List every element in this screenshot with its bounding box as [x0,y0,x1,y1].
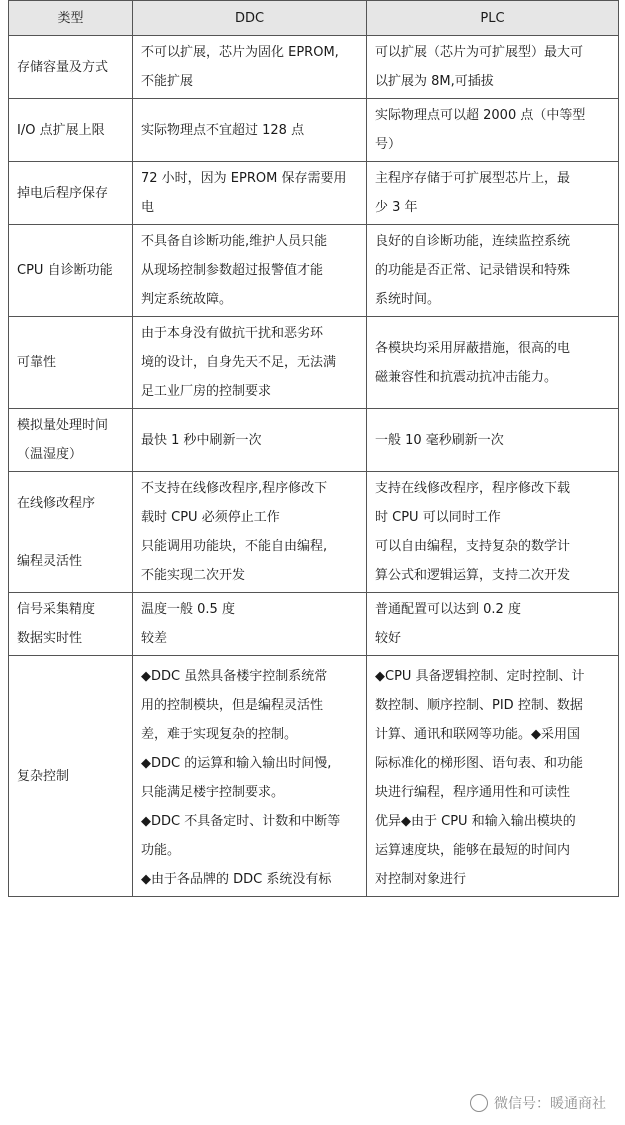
row-label [9,225,133,317]
watermark [470,1088,620,1118]
watermark-text: 微信号：暖通商社 [494,1096,606,1112]
cell-line: ◆DDC 的运算和输入输出时间慢, [141,756,332,771]
cell-line: 存储容量及方式 [17,59,109,75]
cell-line: I/O 点扩展上限 [17,122,105,138]
ddc-cell [133,317,367,409]
wechat-icon [470,1094,488,1112]
ddc-cell [133,656,367,897]
ddc-cell [133,36,367,99]
cell-line: 较差 [141,631,168,646]
cell-line: 块进行编程，程序通用性和可读性 [375,785,571,800]
ddc-cell [133,409,367,472]
table-row [9,593,619,656]
cell-line: 足工业厂房的控制要求 [141,384,272,399]
cell-line: 载时 CPU 必须停止工作 [141,510,280,525]
cell-line: 只能调用功能块，不能自由编程, [141,539,328,554]
cell-line: 的功能是否正常、记录错误和特殊 [375,263,571,278]
cell-line: 72 小时，因为 EPROM 保存需要用 [141,171,347,186]
cell-line: 优异◆由于 CPU 和输入输出模块的 [375,814,576,829]
cell-line: ◆由于各品牌的 DDC 系统没有标 [141,872,332,887]
cell-line: 计算、通讯和联网等功能。◆采用国 [375,727,580,742]
cell-line: （温湿度） [17,447,83,462]
cell-line: 功能。 [141,843,181,858]
row-label [9,593,133,656]
comparison-table [8,0,619,897]
cell-line: 对控制对象进行 [375,872,467,887]
table-row [9,99,619,162]
cell-line: 算公式和逻辑运算，支持二次开发 [375,568,571,583]
plc-cell [367,656,619,897]
header-type: 类型 [9,1,133,36]
cell-line: 少 3 年 [375,200,418,215]
header-plc: PLC [367,1,619,36]
cell-line: 不能扩展 [141,74,194,89]
cell-line: 良好的自诊断功能，连续监控系统 [375,234,571,249]
plc-cell [367,36,619,99]
row-label [9,409,133,472]
cell-line: 主程序存储于可扩展型芯片上，最 [375,171,571,186]
table-row [9,36,619,99]
table-row [9,162,619,225]
cell-line: 温度一般 0.5 度 [141,602,235,617]
cell-line: 数控制、顺序控制、PID 控制、数据 [375,698,583,713]
cell-line: 以扩展为 8M,可插拔 [375,74,494,89]
cell-line: 较好 [375,631,402,646]
header-ddc: DDC [133,1,367,36]
cell-line: 各模块均采用屏蔽措施，很高的电 [375,340,571,356]
ddc-cell [133,225,367,317]
cell-line: 磁兼容性和抗震动抗冲击能力。 [375,369,558,385]
cell-line: 实际物理点可以超 2000 点（中等型 [375,108,586,123]
cell-line: 际标准化的梯形图、语句表、和功能 [375,756,584,771]
table-row [9,317,619,409]
table-row [9,656,619,897]
row-label [9,162,133,225]
cell-line: 号） [375,137,402,152]
row-label [9,317,133,409]
cell-line: 支持在线修改程序，程序修改下载 [375,481,571,496]
cell-line: 不能实现二次开发 [141,568,246,583]
row-label [9,656,133,897]
cell-line: 普通配置可以达到 0.2 度 [375,602,521,617]
ddc-cell [133,472,367,593]
plc-cell [367,317,619,409]
plc-cell [367,225,619,317]
header-row [9,1,619,36]
row-label [9,36,133,99]
plc-cell [367,409,619,472]
cell-line [17,518,124,547]
cell-line: 可靠性 [17,355,57,370]
cell-line: 数据实时性 [17,631,83,646]
row-label [9,99,133,162]
cell-line: 在线修改程序 [17,495,96,511]
plc-cell [367,472,619,593]
cell-line: 编程灵活性 [17,553,83,569]
cell-line: ◆CPU 具备逻辑控制、定时控制、计 [375,669,585,684]
cell-line: 用的控制模块，但是编程灵活性 [141,698,324,713]
cell-line: 由于本身没有做抗干扰和恶劣环 [141,326,324,341]
cell-line: 一般 10 毫秒刷新一次 [375,432,504,448]
cell-line: 可以自由编程，支持复杂的数学计 [375,539,571,554]
cell-line: 判定系统故障。 [141,292,233,307]
cell-line: 实际物理点不宜超过 128 点 [141,122,305,138]
row-label [9,472,133,593]
cell-line: 电 [141,200,155,215]
cell-line: 模拟量处理时间 [17,418,109,433]
cell-line: 系统时间。 [375,292,441,307]
plc-cell [367,593,619,656]
cell-line: 复杂控制 [17,768,70,784]
plc-cell [367,162,619,225]
cell-line: 只能满足楼宇控制要求。 [141,785,285,800]
cell-line: 信号采集精度 [17,602,96,617]
table-row [9,225,619,317]
ddc-cell [133,99,367,162]
ddc-cell [133,162,367,225]
cell-line: CPU 自诊断功能 [17,263,113,278]
cell-line: 运算速度块，能够在最短的时间内 [375,843,571,858]
table-body [9,36,619,897]
cell-line: ◆DDC 虽然具备楼宇控制系统常 [141,669,328,684]
cell-line: 不可以扩展，芯片为固化 EPROM, [141,45,339,60]
cell-line: 差，难于实现复杂的控制。 [141,727,298,742]
cell-line: 掉电后程序保存 [17,185,109,201]
cell-line: 时 CPU 可以同时工作 [375,510,501,525]
cell-line: ◆DDC 不具备定时、计数和中断等 [141,814,341,829]
cell-line: 最快 1 秒中刷新一次 [141,432,262,448]
cell-line: 不支持在线修改程序,程序修改下 [141,481,328,496]
cell-line: 从现场控制参数超过报警值才能 [141,263,324,278]
cell-line: 境的设计，自身先天不足，无法满 [141,355,337,370]
table-row [9,409,619,472]
plc-cell [367,99,619,162]
cell-line: 不具备自诊断功能,维护人员只能 [141,234,328,249]
cell-line: 可以扩展（芯片为可扩展型）最大可 [375,45,584,60]
table-row [9,472,619,593]
ddc-cell [133,593,367,656]
